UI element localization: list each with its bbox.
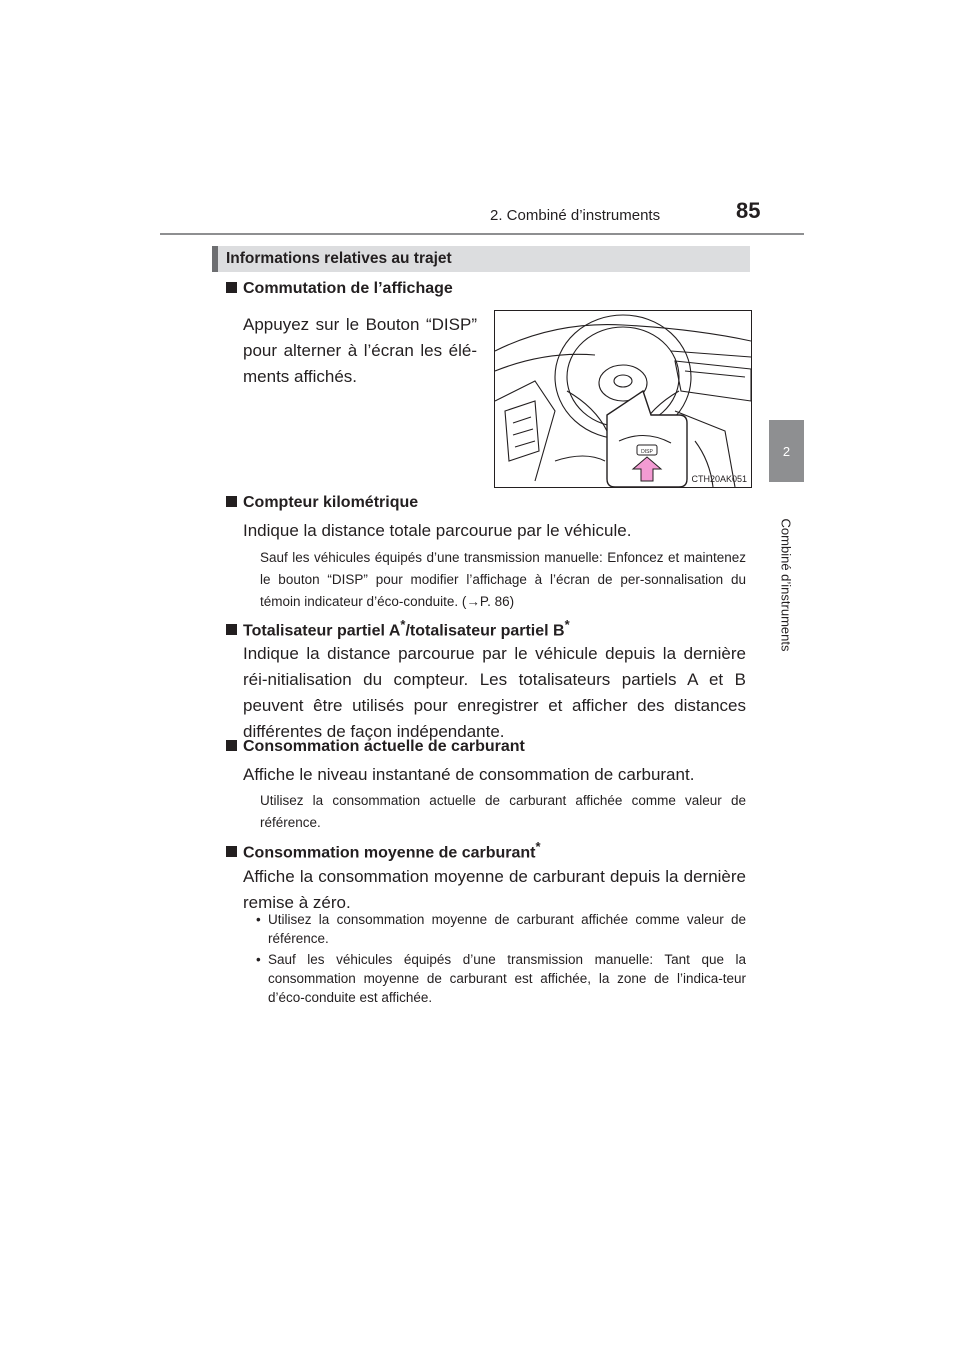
item-body-odometer: Indique la distance totale parcourue par le véhicule. bbox=[243, 521, 632, 540]
header-rule bbox=[160, 233, 804, 235]
item-heading-average-consumption: Consommation moyenne de carburant* bbox=[226, 839, 541, 862]
disp-button-label: DISP bbox=[641, 449, 653, 455]
square-bullet-icon bbox=[226, 740, 237, 751]
item-note-current-consumption: Utilisez la consommation actuelle de carburant affichée comme valeur de référence. bbox=[260, 793, 746, 830]
list-item: • Sauf les véhicules équipés d’une transmission manuelle: Tant que la consommation moyenne de carburant est affichée, la zone de l’indica-teur d’éco-conduite est affichée. bbox=[256, 952, 746, 1005]
square-bullet-icon bbox=[226, 846, 237, 857]
item-body-trip-meters: Indique la distance parcourue par le véhicule depuis la dernière réi-nitialisation du compteur. Les totalisateurs partiels A et B peuvent être utilisés pour enregistrer et afficher des distances différentes de façon indépendante. bbox=[243, 644, 746, 741]
item-body-display-switch: Appuyez sur le Bouton “DISP” pour alterner à l’écran les élé-ments affichés. bbox=[243, 315, 477, 386]
average-consumption-notes bbox=[256, 910, 746, 1009]
square-bullet-icon bbox=[226, 624, 237, 635]
item-body-average-consumption: Affiche la consommation moyenne de carburant depuis la dernière remise à zéro. bbox=[243, 867, 746, 912]
section-title: Informations relatives au trajet bbox=[226, 250, 452, 267]
list-item: • Utilisez la consommation moyenne de carburant affichée comme valeur de référence. bbox=[256, 912, 746, 946]
dashboard-drawing bbox=[495, 311, 751, 487]
steering-wheel-illustration bbox=[494, 310, 752, 488]
item-heading-odometer: Compteur kilométrique bbox=[226, 494, 418, 512]
square-bullet-icon bbox=[226, 496, 237, 507]
item-heading-current-consumption: Consommation actuelle de carburant bbox=[226, 738, 525, 756]
chapter-tab bbox=[769, 420, 804, 482]
figure-code: CTH20AK051 bbox=[691, 474, 747, 484]
page-number: 85 bbox=[736, 198, 761, 223]
chapter-side-label: Combiné d’instruments bbox=[778, 518, 794, 652]
square-bullet-icon bbox=[226, 282, 237, 293]
section-title-bar bbox=[212, 246, 750, 272]
item-heading-trip-meters: Totalisateur partiel A*/totalisateur partiel B* bbox=[226, 617, 570, 640]
callout-bubble bbox=[607, 391, 687, 487]
item-note-odometer: Sauf les véhicules équipés d’une transmission manuelle: Enfoncez et maintenez le bouton “DISP” pour modifier l’affichage à l’écran de per-sonnalisation du témoin indicateur d’éco-conduite. (→P. 86) bbox=[260, 550, 746, 609]
section-bar-accent bbox=[212, 246, 218, 272]
chapter-number: 2 bbox=[782, 443, 791, 459]
item-heading-display-switch: Commutation de l’affichage bbox=[226, 280, 453, 298]
item-body-current-consumption: Affiche le niveau instantané de consommation de carburant. bbox=[243, 765, 695, 784]
running-header-title: 2. Combiné d’instruments bbox=[490, 207, 661, 224]
